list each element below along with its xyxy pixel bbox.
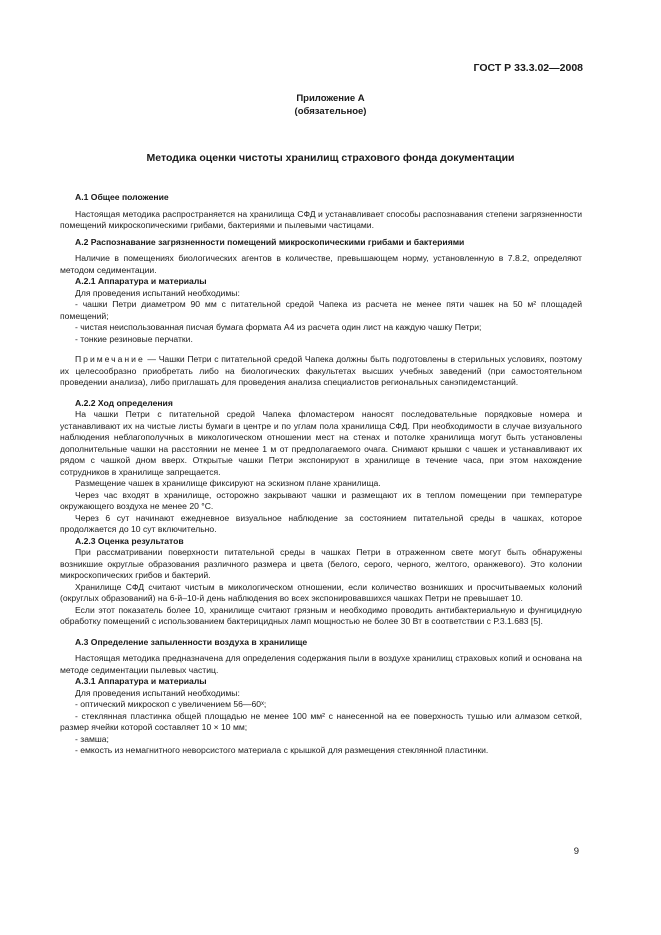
list-item: - емкость из немагнитного неворсистого материала с крышкой для размещения стеклянной пластинки.	[75, 745, 489, 755]
list-item: - оптический микроскоп с увеличением 56—60ˣ;	[75, 699, 267, 709]
note-text: — Чашки Петри с питательной средой Чапека должны быть подготовлены в стерильных условиях, поэтому их целесообразно приобретать либо на биологических факультетах высших учебных заведений (при самостоятельном проведении анализа), либо приглашать для проведения анализа специалистов региональных санэпидемстанций.	[60, 354, 582, 387]
list-item: - стеклянная пластинка общей площадью не менее 100 мм² с нанесенной на ее поверхность тушью или алмазом сеткой, размер ячейки которой составляет 10 × 10 мм;	[60, 710, 582, 732]
paragraph: Настоящая методика распространяется на хранилища СФД и устанавливает способы распознавания степени загрязненности помещений микроскопическими грибами, бактериями и пылевыми частицами.	[60, 208, 582, 230]
paragraph: Размещение чашек в хранилище фиксируют на эскизном плане хранилища.	[75, 478, 381, 488]
subsection-heading-a23: А.2.3 Оценка результатов	[75, 535, 184, 546]
appendix-status: (обязательное)	[294, 106, 367, 117]
list-item: - чистая неиспользованная писчая бумага формата А4 из расчета один лист на каждую чашку Петри;	[75, 322, 482, 332]
document-title: Методика оценки чистоты хранилищ страхового фонда документации	[146, 152, 515, 164]
paragraph: Наличие в помещениях биологических агентов в количестве, превышающем норму, установленную в 7.8.2, определяют методом седиментации.	[60, 253, 582, 275]
list-item: - замша;	[75, 733, 109, 744]
paragraph: Если этот показатель более 10, хранилище считают грязным и необходимо проводить антибактериальную и фунгицидную обработку помещений с использованием бактерицидных ламп мощностью не более 30 Вт в соответствии с Р.3.1.683 [5].	[60, 604, 582, 626]
standard-number: ГОСТ Р 33.3.02—2008	[473, 62, 583, 74]
section-heading-a1: А.1 Общее положение	[75, 192, 169, 202]
paragraph: Через 6 сут начинают ежедневное визуальное наблюдение за состоянием питательной среды в чашках, которое продолжается до 10 сут включительно.	[60, 512, 582, 534]
paragraph: Для проведения испытаний необходимы:	[75, 287, 240, 298]
subsection-heading-a31: А.3.1 Аппаратура и материалы	[75, 676, 207, 686]
list-item: - тонкие резиновые перчатки.	[75, 333, 193, 344]
paragraph: Настоящая методика предназначена для определения содержания пыли в воздухе хранилищ страховых копий и основана на методе седиментации пылевых частиц.	[60, 653, 582, 675]
list-item: - чашки Петри диаметром 90 мм с питательной средой Чапека из расчета не менее пяти чашек на 50 м² площадей помещений;	[60, 299, 582, 321]
section-heading-a2: А.2 Распознавание загрязненности помещений микроскопическими грибами и бактериями	[75, 236, 465, 247]
paragraph: При рассматривании поверхности питательной среды в чашках Петри в отраженном свете могут быть обнаружены возникшие округлые образования различного размера и цвета (белого, серого, черного, желтого, оранжевого). Это колонии микроскопических грибов и бактерий.	[60, 547, 582, 580]
appendix-header	[0, 92, 661, 118]
section-heading-a3: А.3 Определение запыленности воздуха в хранилище	[75, 636, 308, 647]
appendix-title: Приложение А	[296, 93, 365, 104]
note	[60, 354, 582, 389]
paragraph: Хранилище СФД считают чистым в микологическом отношении, если количество возникших и просчитываемых колоний (округлых образований) на 6-й–10-й день наблюдения во всех экспонировавшихся чашках Петри не превышает 10.	[60, 581, 582, 603]
document-body	[60, 192, 582, 757]
paragraph: Для проведения испытаний необходимы:	[75, 687, 240, 698]
paragraph: На чашки Петри с питательной средой Чапека фломастером наносят последовательные порядковые номера и устанавливают их на чистые листы бумаги в центре и по углам пола хранилища СФД. При необходимости в случае визуального наблюдения неблагополучных в микологическом отношении мест на стенах и потолке хранилища могут быть установлены дополнительные чашки на расстоянии не менее 1 м от предполагаемого очага. Снимают крышки с чашек и устанавливают их рядом с чашкой дном вверх. Открытые чашки Петри экспонируют в хранилище в течение часа, при этом нахождение сотрудников в хранилище запрещается.	[60, 409, 582, 477]
paragraph: Через час входят в хранилище, осторожно закрывают чашки и размещают их в теплом помещении при температуре окружающего воздуха не менее 20 °С.	[60, 489, 582, 511]
page-number: 9	[573, 846, 579, 857]
subsection-heading-a21: А.2.1 Аппаратура и материалы	[75, 276, 207, 286]
note-label: Примечание	[75, 354, 145, 364]
subsection-heading-a22: А.2.2 Ход определения	[75, 397, 173, 408]
